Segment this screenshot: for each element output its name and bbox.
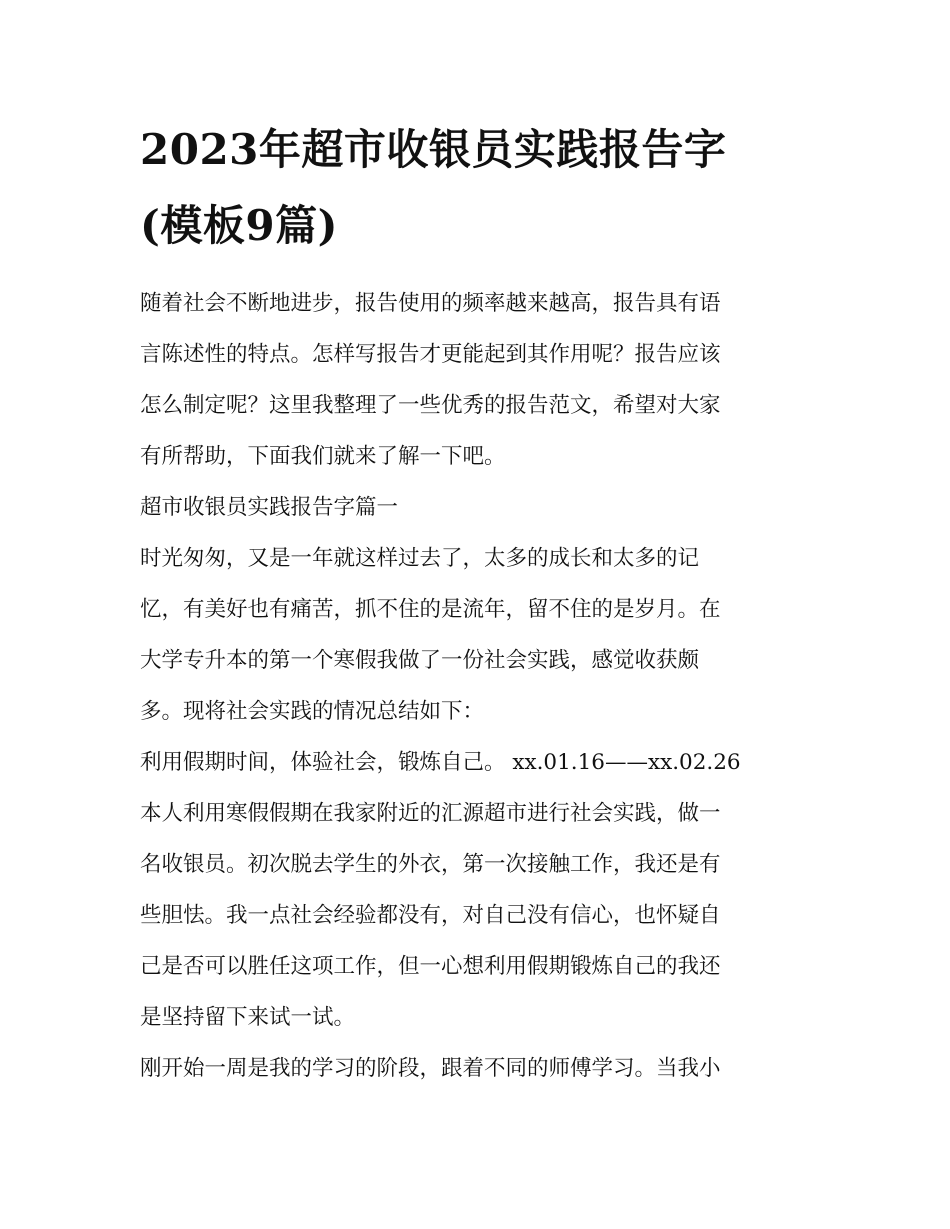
date-range-paragraph — [140, 737, 810, 788]
body-paragraph — [140, 788, 810, 1043]
text-line: 是坚持留下来试一试。 — [140, 1005, 356, 1030]
text-line: 大学专升本的第一个寒假我做了一份社会实践，感觉收获颇 — [140, 648, 700, 673]
text-line: 时光匆匆，又是一年就这样过去了，太多的成长和太多的记 — [140, 546, 700, 571]
text-line: 些胆怯。我一点社会经验都没有，对自己没有信心，也怀疑自 — [140, 903, 721, 928]
text-line: 忆，有美好也有痛苦，抓不住的是流年，留不住的是岁月。在 — [140, 597, 721, 622]
text-line: 利用假期时间，体验社会，锻炼自己。 xx.01.16——xx.02.26 — [140, 750, 741, 775]
intro-paragraph — [140, 278, 810, 482]
text-line: 己是否可以胜任这项工作，但一心想利用假期锻炼自己的我还 — [140, 954, 721, 979]
title-line: (模板9篇) — [140, 201, 338, 250]
text-line: 名收银员。初次脱去学生的外衣，第一次接触工作，我还是有 — [140, 852, 721, 877]
text-line: 刚开始一周是我的学习的阶段，跟着不同的师傅学习。当我小 — [140, 1056, 721, 1081]
section-heading — [140, 482, 810, 533]
text-line: 有所帮助，下面我们就来了解一下吧。 — [140, 444, 506, 469]
text-line: 怎么制定呢？这里我整理了一些优秀的报告范文，希望对大家 — [140, 393, 721, 418]
text-line: 多。现将社会实践的情况总结如下： — [140, 699, 485, 724]
document-body — [140, 278, 810, 1094]
text-line: 言陈述性的特点。怎样写报告才更能起到其作用呢？报告应该 — [140, 342, 721, 367]
body-paragraph — [140, 1043, 810, 1094]
text-line: 超市收银员实践报告字篇一 — [140, 495, 399, 520]
body-paragraph — [140, 533, 810, 737]
text-line: 随着社会不断地进步，报告使用的频率越来越高，报告具有语 — [140, 291, 721, 316]
title-line: 2023年超市收银员实践报告字 — [140, 125, 727, 174]
text-line: 本人利用寒假假期在我家附近的汇源超市进行社会实践，做一 — [140, 801, 721, 826]
document-title — [140, 112, 810, 264]
